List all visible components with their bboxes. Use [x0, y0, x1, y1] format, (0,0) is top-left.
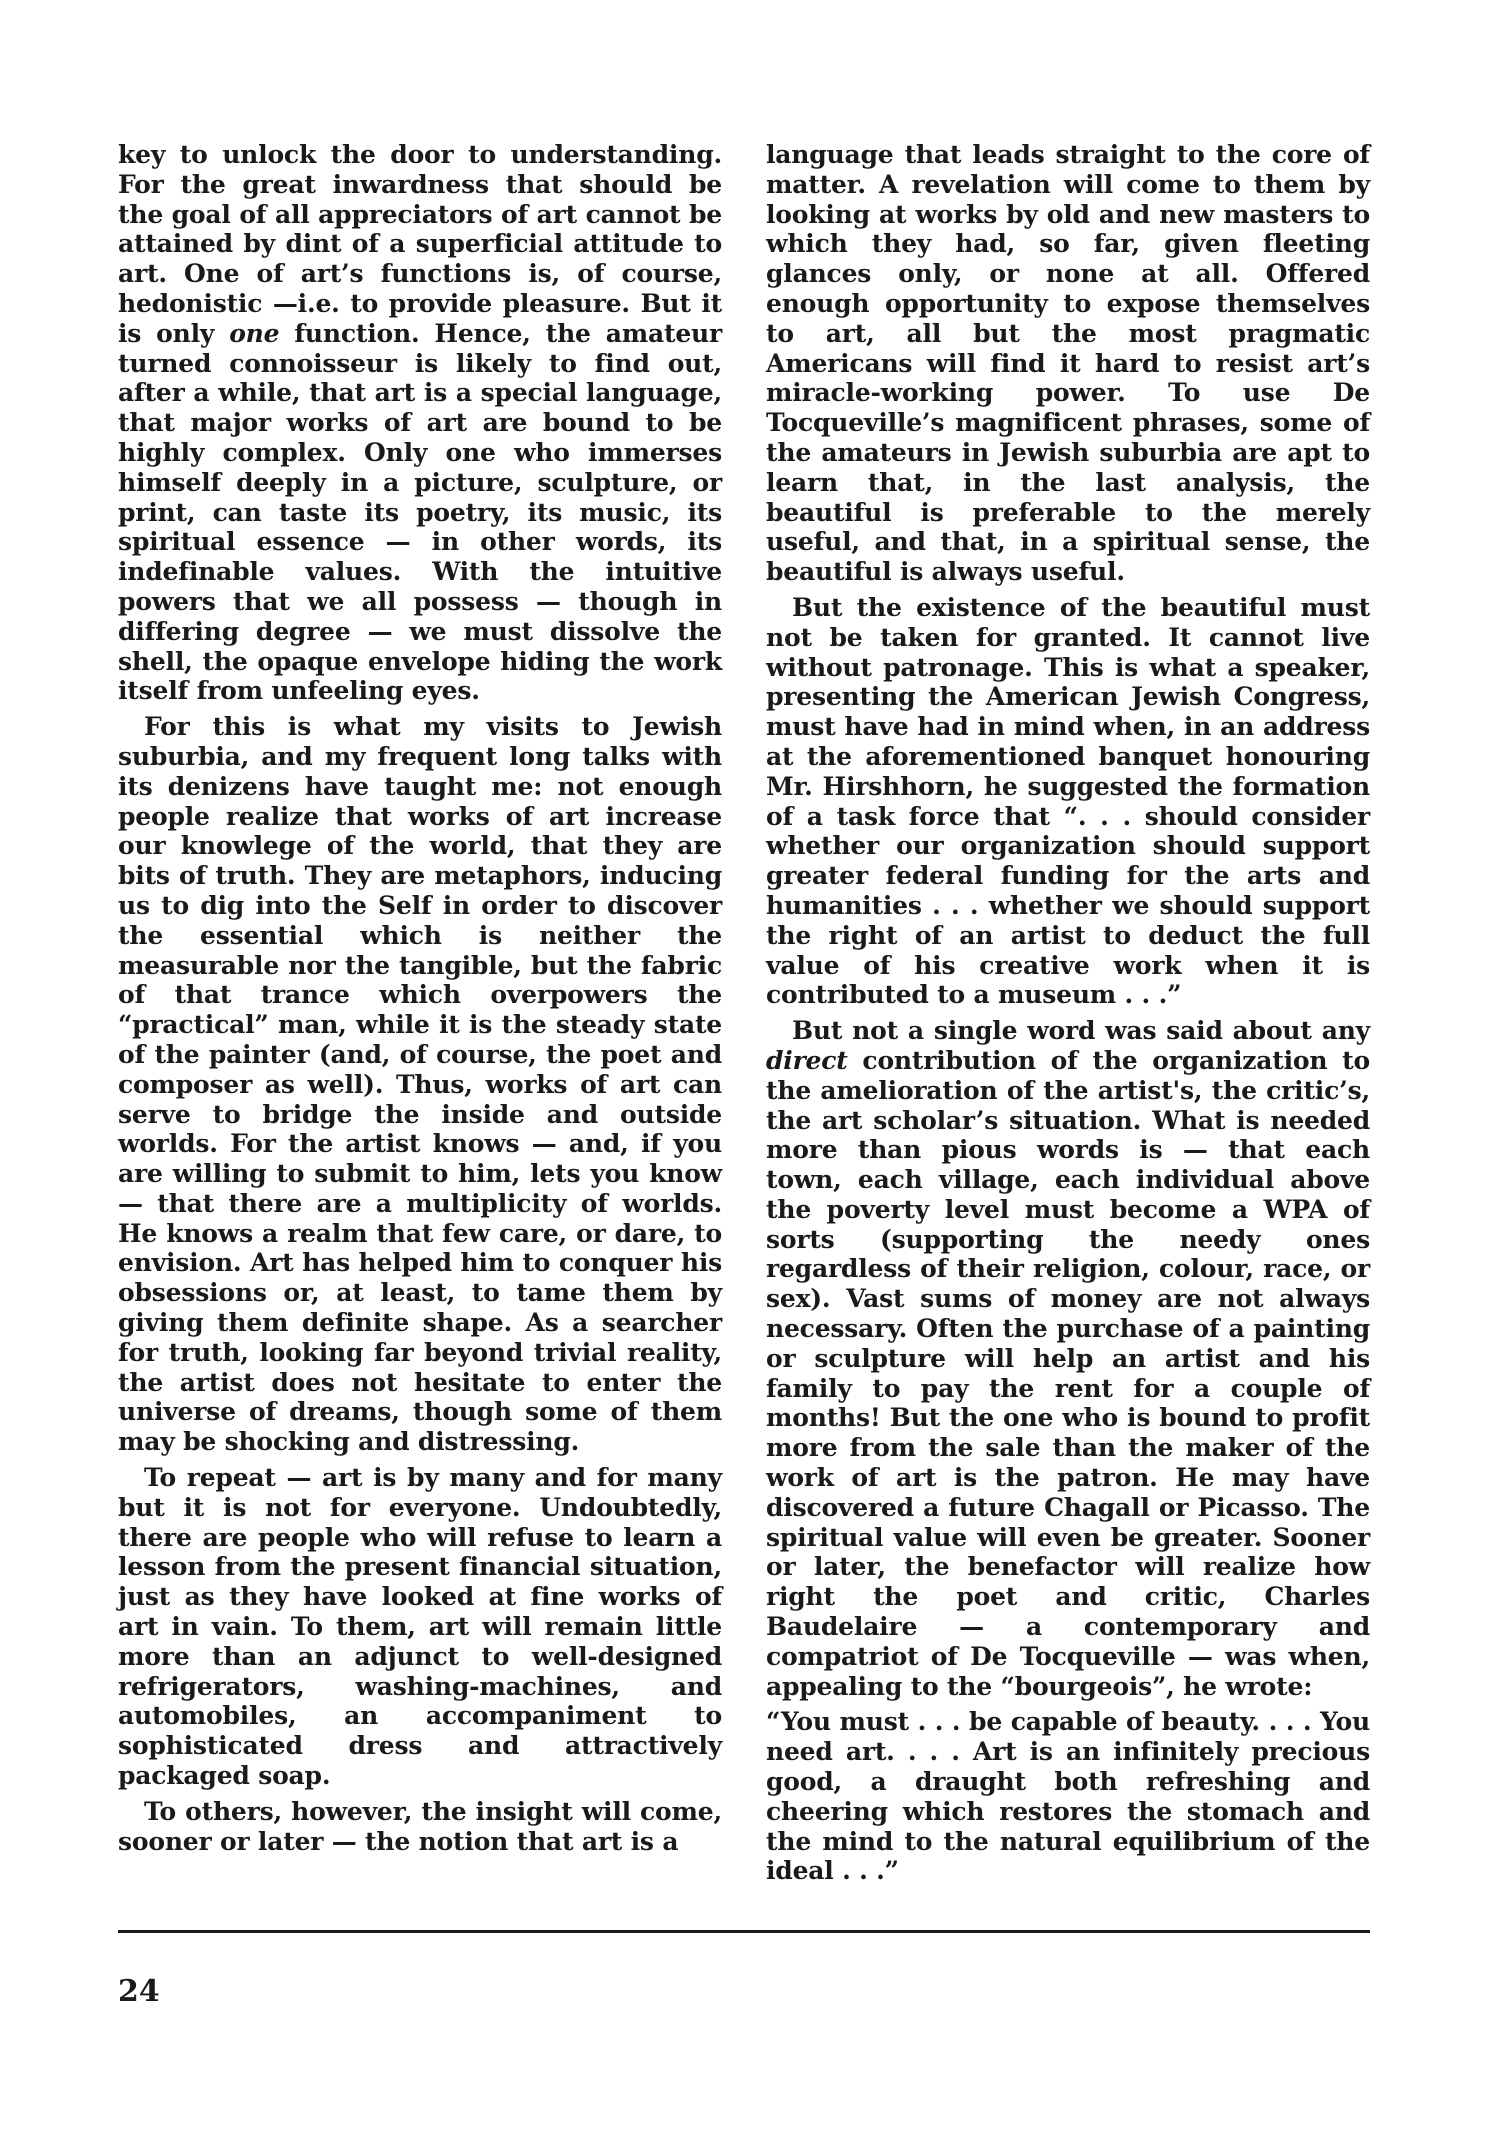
left-column — [118, 140, 722, 1862]
paragraph: For this is what my visits to Jewish suburbia, and my frequent long talks with its denizens have taught me: not enough people realize that works of art increase our knowlege of the world, that they are bits of truth. They are metaphors, inducing us to dig into the Self in order to discover the essential which is neither the measurable nor the tangible, but the fabric of that trance which overpowers the “practical” man, while it is the steady state of the painter (and, of course, the poet and composer as well). Thus, works of art can serve to bridge the inside and outside worlds. For the artist knows — and, if you are willing to submit to him, lets you know — that there are a multiplicity of worlds. He knows a realm that few care, or dare, to envision. Art has helped him to conquer his obsessions or, at least, to tame them by giving them definite shape. As a searcher for truth, looking far beyond trivial reality, the artist does not hesitate to enter the universe of dreams, though some of them may be shocking and distressing. — [118, 712, 722, 1457]
page-number: 24 — [118, 1974, 160, 2009]
paragraph-text: contribution of the organization to the amelioration of the artist's, the critic’s, the art scholar’s situation. What is needed more than pious words is — that each town, each village, each individual above the poverty level must become a WPA of sorts (supporting the needy ones regardless of their religion, colour, race, or sex). Vast sums of money are not always necessary. Often the purchase of a painting or sculpture will help an artist and his family to pay the rent for a couple of months! But the one who is bound to profit more from the sale than the maker of the work of art is the patron. He may have discovered a future Chagall or Picasso. The spiritual value will even be greater. Sooner or later, the benefactor will realize how right the poet and critic, Charles Baudelaire — a contemporary and compatriot of De Tocqueville — was when, appealing to the “bourgeois”, he wrote: — [766, 1045, 1370, 1701]
paragraph — [118, 140, 722, 706]
footer-rule — [118, 1930, 1370, 1933]
paragraph: To others, however, the insight will come, sooner or later — the notion that art is a — [118, 1796, 722, 1856]
block-quote: “You must . . . be capable of beauty. . . . You need art. . . . Art is an infinitely precious good, a draught both refreshing and cheering which restores the stomach and the mind to the natural equilibrium of the ideal . . .” — [766, 1707, 1370, 1886]
paragraph: But the existence of the beautiful must not be taken for granted. It cannot live without patronage. This is what a speaker, presenting the American Jewish Congress, must have had in mind when, in an address at the aforementioned banquet honouring Mr. Hirshhorn, he suggested the formation of a task force that “. . . should consider whether our organization should support greater federal funding for the arts and humanities . . . whether we should support the right of an artist to deduct the full value of his creative work when it is contributed to a museum . . .” — [766, 592, 1370, 1010]
right-column — [766, 140, 1370, 1892]
paragraph — [766, 1016, 1370, 1701]
emphasis-text: direct — [766, 1045, 848, 1075]
paragraph: To repeat — art is by many and for many but it is not for everyone. Undoubtedly, there are people who will refuse to learn a lesson from the present financial situation, just as they have looked at fine works of art in vain. To them, art will remain little more than an adjunct to well-designed refrigerators, washing-machines, and automobiles, an accompaniment to sophisticated dress and attractively packaged soap. — [118, 1463, 722, 1791]
paragraph: language that leads straight to the core of matter. A revelation will come to them by looking at works by old and new masters to which they had, so far, given fleeting glances only, or none at all. Offered enough opportunity to expose themselves to art, all but the most pragmatic Americans will find it hard to resist art’s miracle-working power. To use De Tocqueville’s magnificent phrases, some of the amateurs in Jewish suburbia are apt to learn that, in the last analysis, the beautiful is preferable to the merely useful, and that, in a spiritual sense, the beautiful is always useful. — [766, 140, 1370, 587]
paragraph-text: key to unlock the door to understanding. For the great inwardness that should be the goal of all appreciators of art cannot be attained by dint of a superficial attitude to art. One of art’s functions is, of course, hedonistic —i.e. to provide pleasure. But it is only — [118, 140, 722, 348]
emphasis-text: one — [229, 318, 280, 348]
paragraph-text: But not a single word was said about any — [792, 1016, 1370, 1046]
paragraph-text: function. Hence, the amateur turned connoisseur is likely to find out, after a while, that art is a special language, that major works of art are bound to be highly complex. Only one who immerses himself deeply in a picture, sculpture, or print, can taste its poetry, its music, its spiritual essence — in other words, its indefinable values. With the intuitive powers that we all possess — though in differing degree — we must dissolve the shell, the opaque envelope hiding the work itself from unfeeling eyes. — [118, 318, 722, 706]
